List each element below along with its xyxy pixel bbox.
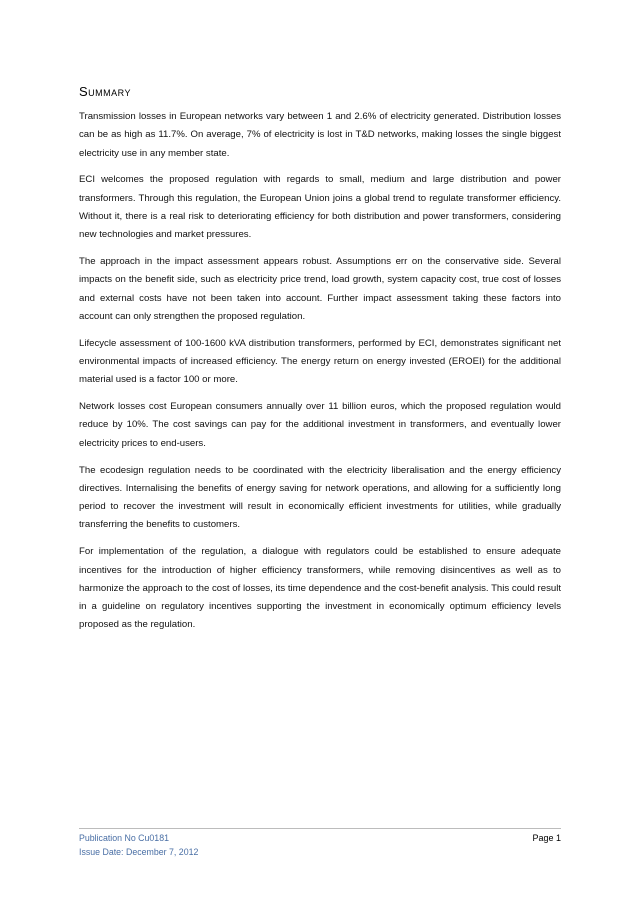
issue-date: December 7, 2012 bbox=[126, 847, 199, 857]
paragraph: Network losses cost European consumers annually over 11 billion euros, which the proposed regulation would reduce by 10%. The cost savings can pay for the additional investment in transformers, and eventually lower electricity prices to end-users. bbox=[79, 401, 561, 449]
publication-number: Publication No Cu0181 bbox=[79, 833, 169, 843]
paragraph: Transmission losses in European networks vary between 1 and 2.6% of electricity generated. Distribution losses can be as high as 11.7%. On average, 7% of electricity is lost in T&D networks, making losses the single biggest electricity use in any member state. bbox=[79, 111, 561, 159]
paragraph: ECI welcomes the proposed regulation with regards to small, medium and large distribution and power transformers. Through this regulation, the European Union joins a global trend to regulate transformer efficiency. Without it, there is a real risk to deteriorating efficiency for both distribution and power transformers, considering new technologies and market pressures. bbox=[79, 174, 561, 241]
paragraph: The approach in the impact assessment appears robust. Assumptions err on the conservative side. Several impacts on the benefit side, such as electricity price trend, load growth, system capacity cost, true cost of losses and external costs have not been taken into account. Further impact assessment taking these factors into account can only strengthen the proposed regulation. bbox=[79, 256, 561, 322]
paragraph: The ecodesign regulation needs to be coordinated with the electricity liberalisation and the energy efficiency directives. Internalising the benefits of energy saving for network operations, and allowing for a sufficiently long period to recover the investment will result in economically efficient investments for utilities, while gradually transferring the benefits to customers. bbox=[79, 464, 561, 531]
footer-row bbox=[79, 847, 561, 861]
footer-row bbox=[79, 833, 561, 847]
summary-body bbox=[79, 108, 561, 643]
paragraph: For implementation of the regulation, a dialogue with regulators could be established to ensure adequate incentives for the introduction of higher efficiency transformers, while removing disincentives as well as to harmonize the approach to the cost of losses, its time dependence and the cost-benefit analysis. This could result in a guideline on regulatory incentives supporting the investment in economically optimum efficiency levels proposed as the regulation. bbox=[79, 546, 561, 631]
section-heading: Summary bbox=[79, 84, 132, 99]
paragraph: Lifecycle assessment of 100-1600 kVA distribution transformers, performed by ECI, demonstrates significant net environmental impacts of increased efficiency. The energy return on energy invested (EROEI) for the additional material used is a factor 100 or more. bbox=[79, 337, 561, 386]
page-number: Page 1 bbox=[532, 833, 561, 843]
page-footer bbox=[79, 828, 561, 857]
issue-date-label: Issue Date: bbox=[79, 847, 124, 857]
